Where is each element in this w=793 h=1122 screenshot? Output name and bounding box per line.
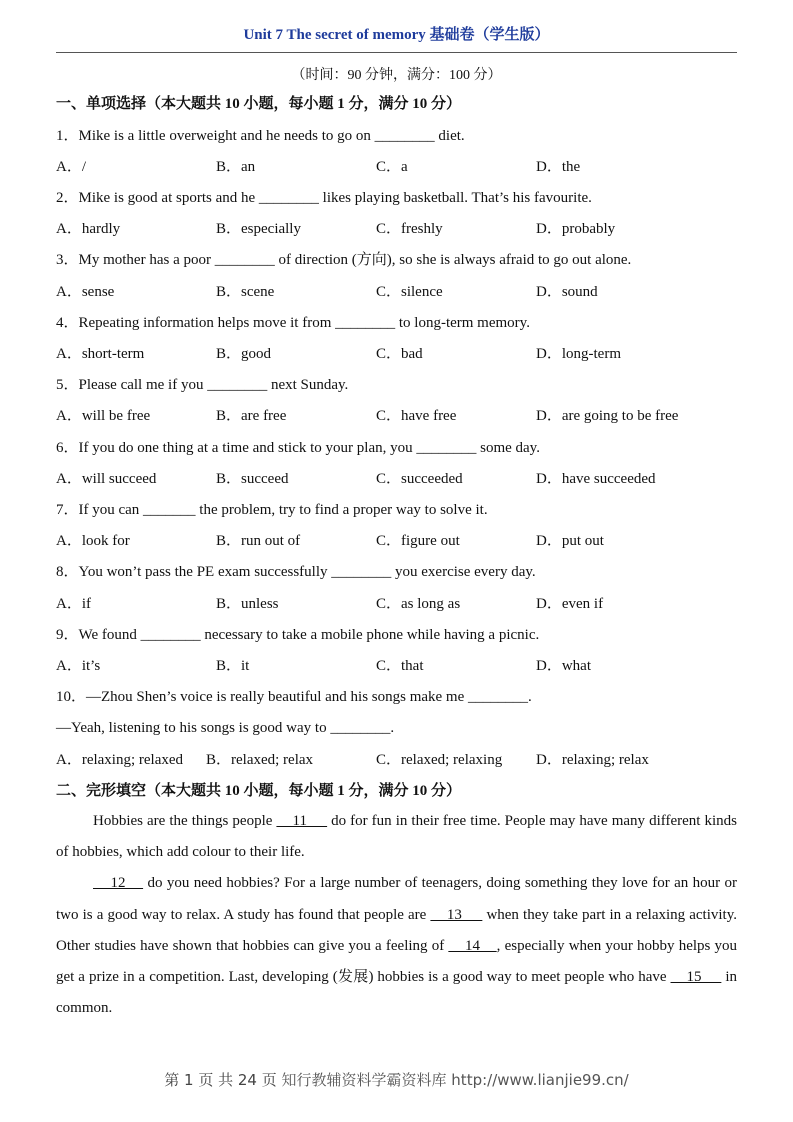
option-b: B．an [216,159,256,175]
question-stem: 4．Repeating information helps move it from ________ to long-term memory. [56,315,530,331]
option-a: A．short-term [56,346,145,362]
question-options [56,531,737,551]
option-a: A．hardly [56,221,121,237]
option-d: D．the [536,159,581,175]
blank-15: 15 [670,969,722,986]
page-footer [0,1069,793,1090]
option-b: B．relaxed; relax [206,752,314,768]
option-c: C．as long as [376,596,461,612]
passage-text: Hobbies are the things people [93,813,277,829]
option-a: A．/ [56,159,87,175]
question-options [56,157,737,177]
option-c: C．figure out [376,533,460,549]
cloze-passage [56,806,737,1024]
question-options [56,594,737,614]
option-d: D．even if [536,596,604,612]
passage-text: in common. [56,969,738,1017]
option-d: D．put out [536,533,604,549]
option-a: A．relaxing; relaxed [56,752,184,768]
option-d: D．probably [536,221,616,237]
option-d: D．long-term [536,346,621,362]
question-options [56,219,737,239]
section2-heading: 二、完形填空（本大题共 10 小题，每小题 1 分，满分 10 分） [56,783,462,799]
option-d: D．have succeeded [536,471,656,487]
option-c: C．freshly [376,221,443,237]
document-title: Unit 7 The secret of memory 基础卷（学生版） [243,27,550,43]
exam-info: （时间：90 分钟，满分：100 分） [291,68,502,83]
option-a: A．it’s [56,658,101,674]
option-b: B．succeed [216,471,289,487]
option-b: B．are free [216,408,287,424]
option-c: C．that [376,658,424,674]
question-options [56,406,737,426]
option-a: A．will succeed [56,471,157,487]
blank-11: 11 [276,813,328,829]
option-c: C．silence [376,284,443,300]
blank-14: 14 [448,937,497,954]
question-stem: 7．If you can _______ the problem, try to find a proper way to solve it. [56,502,488,518]
passage-text: when they take part in a relaxing activity. Other studies have shown that hobbies can give you a feeling of [56,906,738,954]
option-d: D．relaxing; relax [536,752,649,768]
option-b: B．scene [216,284,275,300]
question-options [56,656,737,676]
question-stem: 6．If you do one thing at a time and stick to your plan, you ________ some day. [56,440,540,456]
option-a: A．look for [56,533,130,549]
question-stem: 3．My mother has a poor ________ of direction (方向), so she is always afraid to go out alone. [56,252,632,268]
passage-text: do for fun in their free time. People may have many different kinds of hobbies, which add colour to their life. [56,813,737,861]
question-stem: 1．Mike is a little overweight and he needs to go on ________ diet. [56,128,465,144]
page-number: 第 1 页 共 24 页 [164,1071,277,1089]
question-stem: 10．—Zhou Shen’s voice is really beautiful and his songs make me ________. [56,689,532,705]
option-d: D．are going to be free [536,408,679,424]
option-a: A．if [56,596,91,612]
question-stem: 5．Please call me if you ________ next Sunday. [56,377,349,393]
option-a: A．will be free [56,408,151,424]
blank-12: 12 [93,875,144,892]
option-b: B．run out of [216,533,301,549]
option-c: C．have free [376,408,457,424]
passage-text: , especially when your hobby helps you get a prize in a competition. Last, developing (发展) hobbies is a good way to meet people who have [56,937,738,986]
question-options [56,750,737,770]
passage-text: do you need hobbies? For a large number of teenagers, doing something they love for an hour or two is a good way to relax. A study has found that people are [56,875,737,923]
option-d: D．sound [536,284,598,300]
question-options [56,469,737,489]
header-rule [56,52,737,53]
watermark: 知行教辅资料学霸资料库 http://www.lianjie99.cn/ [281,1071,629,1089]
cloze-paragraph-2 [56,868,737,1024]
option-b: B．unless [216,596,279,612]
question-stem-reply: —Yeah, listening to his songs is good way to ________. [56,720,395,736]
question-stem: 8．You won’t pass the PE exam successfully ________ you exercise every day. [56,564,536,580]
question-stem: 2．Mike is good at sports and he ________ likes playing basketball. That’s his favourite. [56,190,592,206]
question-stem: 9．We found ________ necessary to take a mobile phone while having a picnic. [56,627,540,643]
option-b: B．especially [216,221,301,237]
option-c: C．succeeded [376,471,463,487]
option-a: A．sense [56,284,115,300]
option-c: C．a [376,159,408,175]
option-d: D．what [536,658,591,674]
cloze-paragraph-1 [56,806,737,868]
option-b: B．good [216,346,272,362]
option-c: C．relaxed; relaxing [376,752,503,768]
option-b: B．it [216,658,250,674]
blank-13: 13 [430,906,483,923]
option-c: C．bad [376,346,423,362]
question-options [56,344,737,364]
section1-heading: 一、单项选择（本大题共 10 小题，每小题 1 分，满分 10 分） [56,96,462,112]
question-options [56,282,737,302]
